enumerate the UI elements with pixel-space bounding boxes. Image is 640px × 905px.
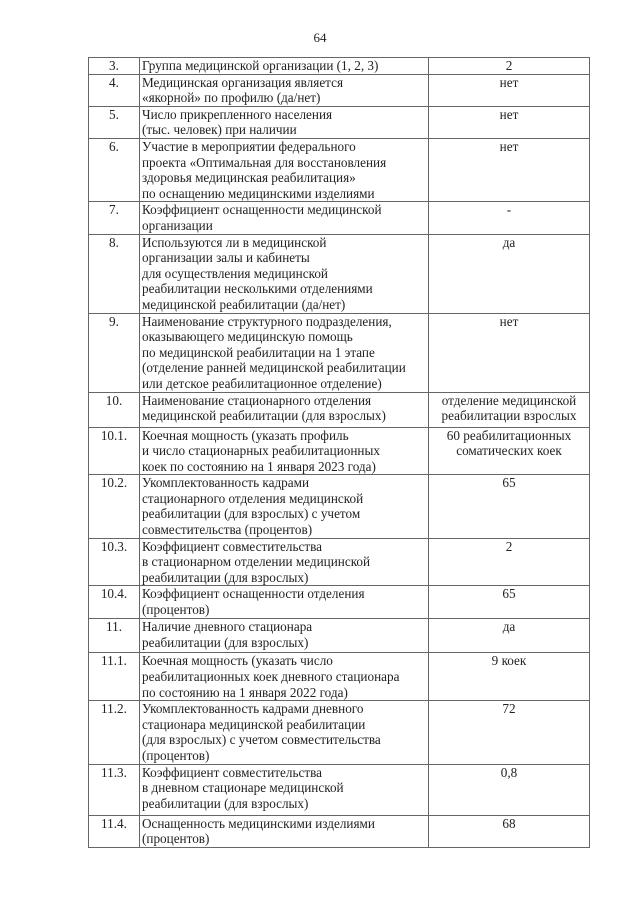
row-value: 65 (429, 475, 590, 538)
table-row (89, 138, 590, 201)
row-number: 4. (89, 74, 140, 106)
row-label: Коечная мощность (указать профиль и число стационарных реабилитационных коек по состоянию на 1 января 2023 года) (140, 427, 429, 475)
table-row (89, 234, 590, 313)
table-row (89, 313, 590, 392)
table-row (89, 653, 590, 701)
row-label: Оснащенность медицинскими изделиями (процентов) (140, 815, 429, 847)
row-label: Коэффициент совместительства в дневном стационаре медицинской реабилитации (для взрослых) (140, 764, 429, 815)
row-number: 5. (89, 106, 140, 138)
table-row (89, 392, 590, 427)
row-number: 8. (89, 234, 140, 313)
table-row (89, 202, 590, 234)
row-label: Укомплектованность кадрами стационарного отделения медицинской реабилитации (для взрослых) с учетом совместительства (процентов) (140, 475, 429, 538)
row-value: 2 (429, 538, 590, 586)
row-value: нет (429, 138, 590, 201)
row-number: 11.2. (89, 701, 140, 764)
row-label: Коэффициент оснащенности отделения (процентов) (140, 586, 429, 619)
row-value: 0,8 (429, 764, 590, 815)
row-label: Число прикрепленного населения (тыс. человек) при наличии (140, 106, 429, 138)
row-value: 60 реабилитационных соматических коек (429, 427, 590, 475)
row-value: - (429, 202, 590, 234)
row-label: Участие в мероприятии федерального проекта «Оптимальная для восстановления здоровья медицинская реабилитация» по оснащению медицинскими изделиями (140, 138, 429, 201)
row-label: Коэффициент оснащенности медицинской организации (140, 202, 429, 234)
table-row (89, 538, 590, 586)
row-number: 11.4. (89, 815, 140, 847)
row-number: 10. (89, 392, 140, 427)
row-number: 3. (89, 58, 140, 75)
row-value: отделение медицинской реабилитации взрослых (429, 392, 590, 427)
table-row (89, 701, 590, 764)
row-value: нет (429, 106, 590, 138)
row-number: 10.1. (89, 427, 140, 475)
row-value: 9 коек (429, 653, 590, 701)
row-label: Наименование стационарного отделения медицинской реабилитации (для взрослых) (140, 392, 429, 427)
table-row (89, 475, 590, 538)
row-label: Медицинская организация является «якорной» по профилю (да/нет) (140, 74, 429, 106)
table-row (89, 764, 590, 815)
page-number: 64 (313, 30, 327, 45)
row-number: 11.3. (89, 764, 140, 815)
row-number: 10.4. (89, 586, 140, 619)
row-value: нет (429, 74, 590, 106)
table-row (89, 74, 590, 106)
row-value: 68 (429, 815, 590, 847)
table-row (89, 58, 590, 75)
row-label: Используются ли в медицинской организации залы и кабинеты для осуществления медицинской реабилитации несколькими отделениями медицинской реабилитации (да/нет) (140, 234, 429, 313)
row-label: Укомплектованность кадрами дневного стационара медицинской реабилитации (для взрослых) с учетом совместительства (процентов) (140, 701, 429, 764)
table-row (89, 815, 590, 847)
row-label: Наличие дневного стационара реабилитации (для взрослых) (140, 619, 429, 653)
table-row (89, 427, 590, 475)
row-number: 9. (89, 313, 140, 392)
table-row (89, 619, 590, 653)
row-number: 10.3. (89, 538, 140, 586)
row-value: 2 (429, 58, 590, 75)
row-number: 11. (89, 619, 140, 653)
row-value: да (429, 234, 590, 313)
row-label: Коечная мощность (указать число реабилитационных коек дневного стационара по состоянию на 1 января 2022 года) (140, 653, 429, 701)
row-value: 72 (429, 701, 590, 764)
table-row (89, 106, 590, 138)
row-number: 11.1. (89, 653, 140, 701)
row-value: да (429, 619, 590, 653)
row-label: Наименование структурного подразделения, оказывающего медицинскую помощь по медицинской реабилитации на 1 этапе (отделение ранней медицинской реабилитации или детское реабилитационное отделение) (140, 313, 429, 392)
row-number: 10.2. (89, 475, 140, 538)
row-value: нет (429, 313, 590, 392)
row-value: 65 (429, 586, 590, 619)
row-number: 7. (89, 202, 140, 234)
data-table (88, 57, 590, 848)
row-number: 6. (89, 138, 140, 201)
row-label: Группа медицинской организации (1, 2, 3) (140, 58, 429, 75)
row-label: Коэффициент совместительства в стационарном отделении медицинской реабилитации (для взрослых) (140, 538, 429, 586)
table-row (89, 586, 590, 619)
